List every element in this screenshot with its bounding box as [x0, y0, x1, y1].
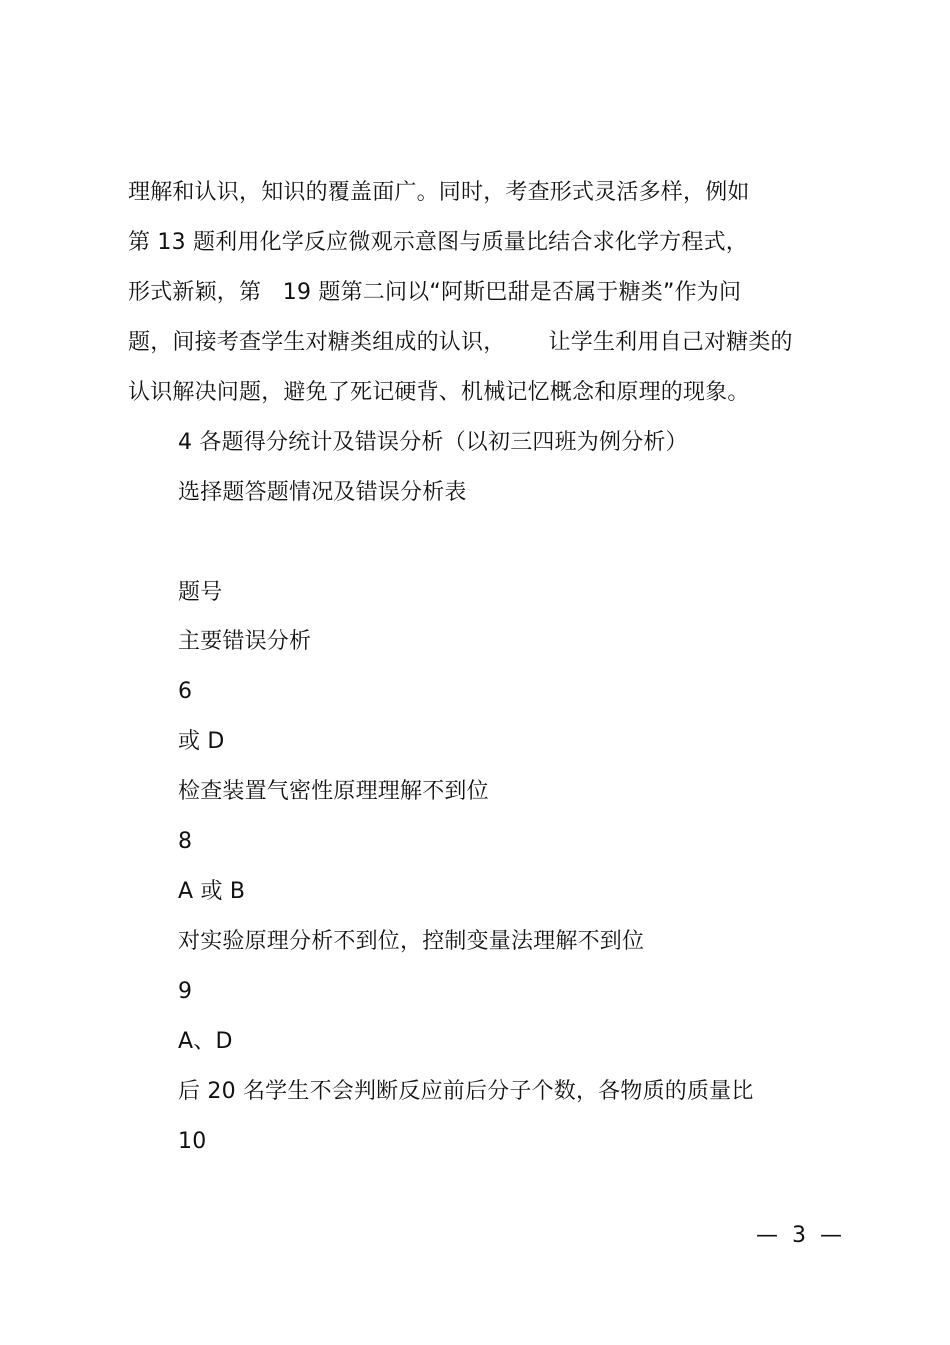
paragraph-line: 认识解决问题，避免了死记硬背、机械记忆概念和原理的现象。 [128, 380, 750, 405]
section-heading: 4 各题得分统计及错误分析（以初三四班为例分析） [178, 430, 688, 455]
table-cell-wrong-answer: A 或 B [178, 879, 246, 904]
table-cell-error-analysis: 后 20 名学生不会判断反应前后分子个数，各物质的质量比 [178, 1079, 754, 1104]
paragraph-line: 形式新颖，第 19 题第二问以“阿斯巴甜是否属于糖类”作为问 [128, 280, 742, 305]
table-cell-wrong-answer: A、D [178, 1029, 233, 1054]
table-cell-question-number: 6 [178, 679, 193, 704]
paragraph-line: 第 13 题利用化学反应微观示意图与质量比结合求化学方程式， [128, 230, 748, 255]
table-cell-question-number: 10 [178, 1129, 207, 1154]
paragraph-line: 理解和认识，知识的覆盖面广。同时，考查形式灵活多样，例如 [128, 180, 750, 205]
table-title: 选择题答题情况及错误分析表 [178, 480, 467, 505]
page-number: — 3 — [756, 1223, 842, 1248]
table-cell-question-number: 9 [178, 979, 193, 1004]
table-cell-error-analysis: 检查装置气密性原理理解不到位 [178, 779, 489, 804]
table-cell-question-number: 8 [178, 829, 193, 854]
table-header-question-number: 题号 [178, 580, 223, 605]
table-cell-error-analysis: 对实验原理分析不到位，控制变量法理解不到位 [178, 929, 645, 954]
table-cell-wrong-answer: 或 D [178, 729, 225, 754]
table-header-error-analysis: 主要错误分析 [178, 629, 312, 654]
paragraph-line: 题，间接考查学生对糖类组成的认识， 让学生利用自己对糖类的 [128, 330, 793, 355]
